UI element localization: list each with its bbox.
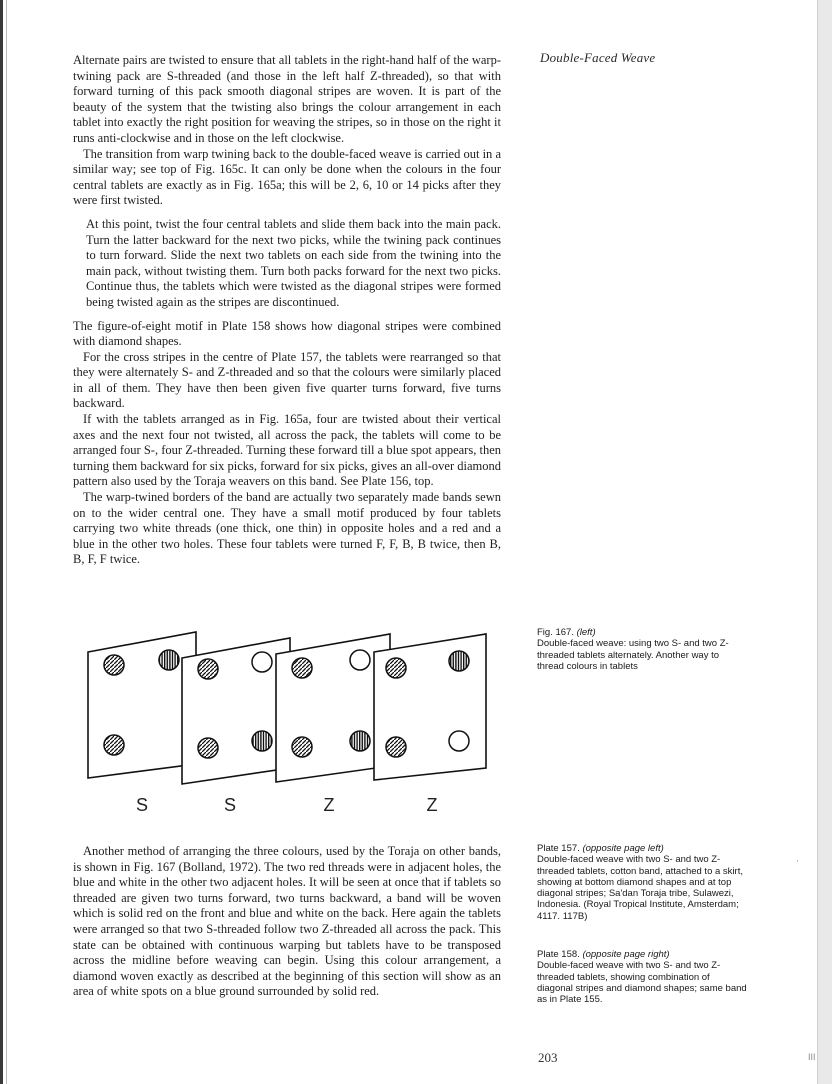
hole-white [350, 650, 370, 670]
caption-plate-157-text: Double-faced weave with two S- and two Z-threaded tablets, cotton band, attached to a skirt, showing at bottom diamond shapes and at top diagonal stripes; Sa'dan Toraja tribe, Sulawezi, Indonesia. (Royal Tropical Institute, Amsterdam; 4117. 117B) [537, 854, 743, 922]
hole-white [449, 731, 469, 751]
paragraph-3-instructions: At this point, twist the four central tablets and slide them back into the main pack. Turn the latter backward for the next two picks, while the twining pack continues to turn forward. Slide the next two tablets on each side from the twining into the main pack, without twisting them. Turn both packs forward for the next two picks. Continue thus, the tablets which were twisted as the diagonal stripes were formed being twisted again as the stripes are discontinued. [86, 216, 501, 309]
paragraph-4: The figure-of-eight motif in Plate 158 shows how diagonal stripes were combined with diamond shapes. [73, 318, 501, 349]
hole-blue [350, 731, 370, 751]
caption-plate-158-qualifier: (opposite page right) [582, 949, 670, 960]
caption-plate-157-label: Plate 157. [537, 843, 580, 854]
paragraph-6: If with the tablets arranged as in Fig. 165a, four are twisted about their vertical axes and the next four not twisted, all across the pack, the tablets will come to be arranged four S-, four Z-threaded. Turning these forward till a blue spot appears, then turning them backward for six picks, forward for six picks, gives an all-over diamond pattern also used by the Toraja weavers on this band. See Plate 156, top. [73, 412, 502, 489]
paragraph-7: The warp-twined borders of the band are actually two separately made bands sewn on to the wider central one. They have a small motif produced by four tablets carrying two white threads (one thick, one thin) in opposite holes and a red and a blue in the other two holes. These four tablets were turned F, F, B, B twice, then B, B, F, F twice. [73, 490, 501, 567]
threading-label-2: S [223, 795, 237, 815]
hole-red [104, 735, 124, 755]
caption-fig-167 [537, 627, 747, 672]
hole-red [292, 737, 312, 757]
scan-edge-right [818, 0, 832, 1084]
caption-fig-167-qualifier: (left) [576, 627, 596, 638]
paragraph-2: The transition from warp twining back to the double-faced weave is carried out in a similar way; see top of Fig. 165c. It can only be done when the colours in the four central tablets are exactly as in Fig. 165a; this will be 2, 6, 10 or 14 picks after they were first twisted. [73, 146, 501, 208]
corner-mark: III [808, 1052, 816, 1062]
paragraph-5: For the cross stripes in the centre of Plate 157, the tablets were rearranged so that they were alternately S- and Z-threaded and so that the colours were similarly placed in all of them. They have then been given five quarter turns forward, five turns backward. [73, 349, 501, 411]
paragraph-1: Alternate pairs are twisted to ensure that all tablets in the right-hand half of the warp-twining pack are S-threaded (and those in the left half Z-threaded), so that with forward turning of this pack smooth diagonal stripes are woven. It is part of the beauty of the system that the twisting also brings the colour arrangement in each tablet into exactly the right position for weaving the stripes, so in those on the right it runs anti-clockwise and in those on the left clockwise. [73, 53, 501, 145]
hole-red [198, 659, 218, 679]
tablet-4 [374, 634, 486, 780]
paragraph-8: Another method of arranging the three colours, used by the Toraja on other bands, is shown in Fig. 167 (Bolland, 1972). The two red threads were in adjacent holes, the blue and white in the other two adjacent holes. It will be seen at once that if tablets so threaded are given two turns forward, two turns backward, a band will be woven which is solid red on the front and blue and white on the back. Here again the tablets were arranged so that two S-threaded follow two Z-threaded all across the pack. This state can be obtained with continuous warping but tablets have to be transposed across the midline before weaving can begin. Using this colour arrangement, a diamond woven exactly as described at the beginning of this section will show as an area of white spots on a blue ground surrounded by solid red. [73, 844, 501, 999]
caption-fig-167-label: Fig. 167. [537, 627, 574, 638]
caption-plate-158 [537, 949, 747, 1005]
hole-white [252, 652, 272, 672]
figure-167-tablet-diagram [86, 624, 506, 824]
caption-fig-167-text: Double-faced weave: using two S- and two Z-threaded tablets alternately. Another way to thread colours in tablets [537, 638, 729, 672]
threading-label-3: Z [323, 795, 335, 815]
scan-edge-left-inner [6, 0, 7, 1084]
tablet-2 [182, 638, 290, 784]
caption-plate-158-label: Plate 158. [537, 949, 580, 960]
hole-red [386, 658, 406, 678]
hole-red [198, 738, 218, 758]
running-head: Double-Faced Weave [540, 50, 656, 65]
caption-plate-157-qualifier: (opposite page left) [582, 843, 664, 854]
threading-label-4: Z [426, 795, 438, 815]
page-number: 203 [538, 1050, 558, 1065]
tablet-3 [276, 634, 390, 782]
threading-label-1: S [135, 795, 149, 815]
main-text-column [73, 53, 501, 568]
margin-mark: · [796, 856, 799, 866]
hole-red [386, 737, 406, 757]
hole-blue [449, 651, 469, 671]
hole-red [104, 655, 124, 675]
caption-plate-157 [537, 843, 747, 922]
hole-blue [159, 650, 179, 670]
bottom-text-column [73, 844, 501, 1000]
caption-plate-158-text: Double-faced weave with two S- and two Z-threaded tablets, showing combination of diagonal stripes and diamond shapes; same band as in Plate 155. [537, 960, 747, 1006]
tablet-1 [88, 632, 196, 778]
scan-edge-left [0, 0, 3, 1084]
tablet-diagram-svg [86, 624, 506, 824]
hole-red [292, 658, 312, 678]
scan-edge-right-inner [817, 0, 818, 1084]
hole-blue [252, 731, 272, 751]
